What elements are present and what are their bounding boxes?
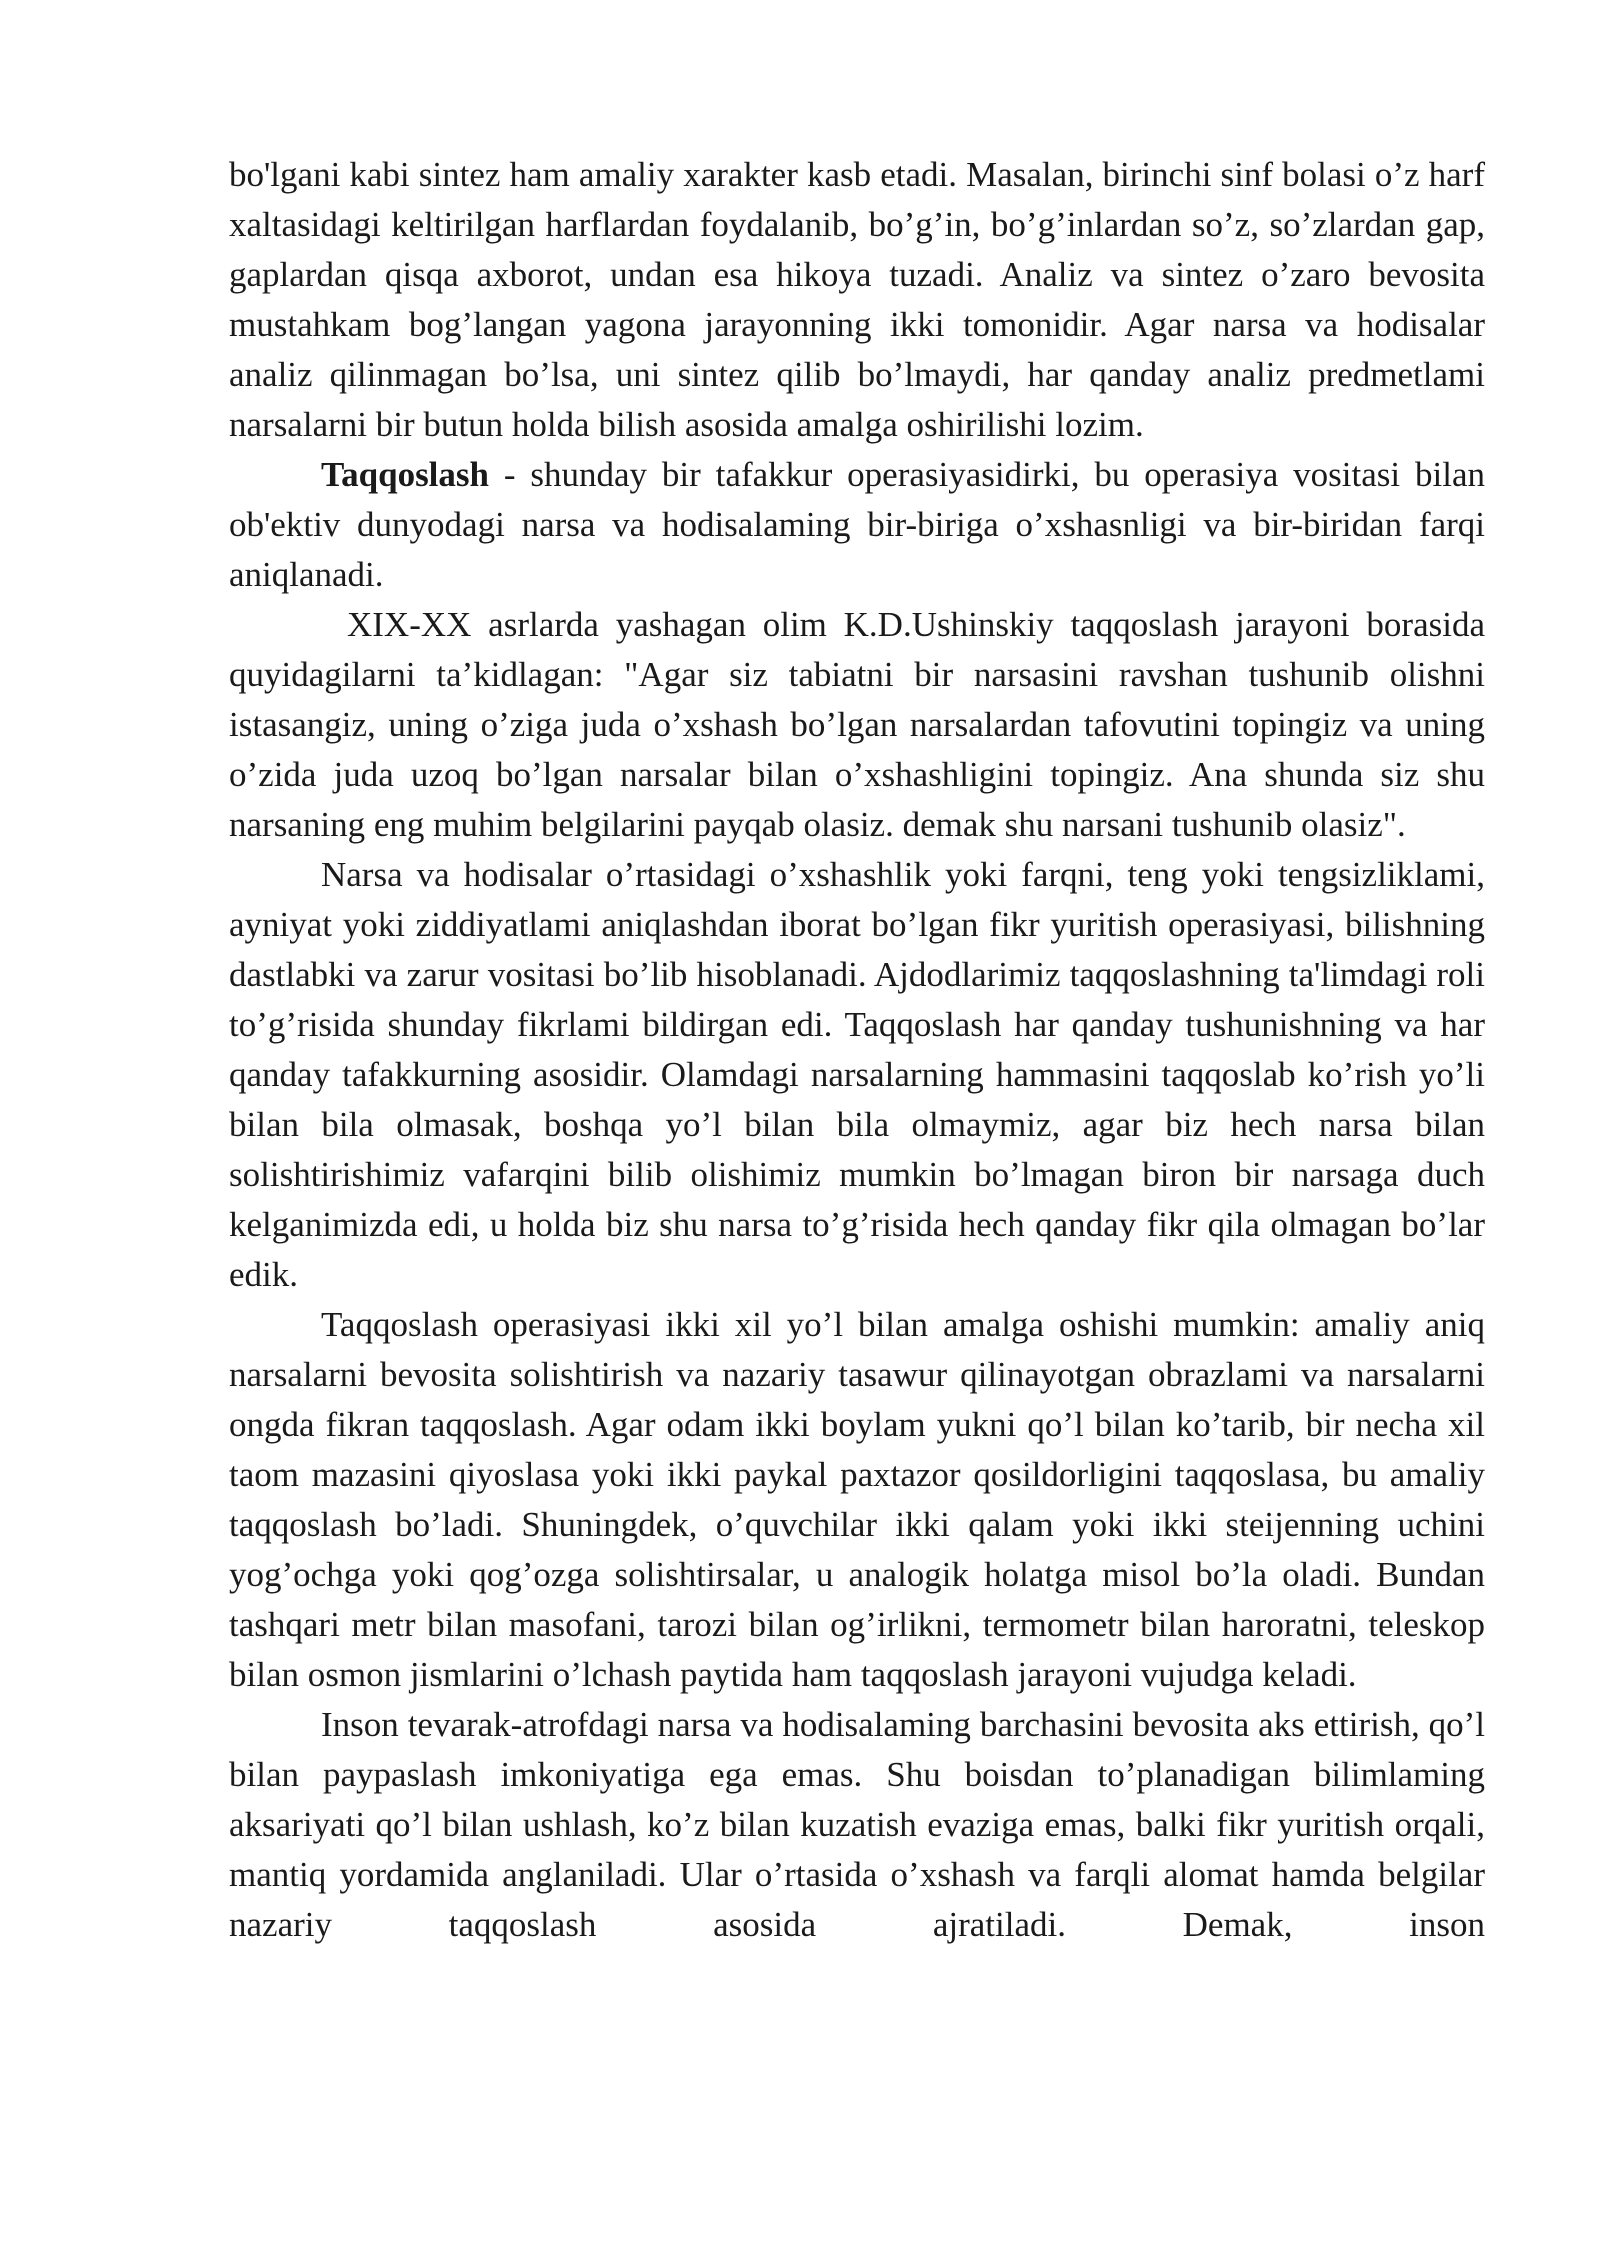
document-page [229,150,1485,1950]
paragraph-similarity-difference [229,850,1485,1300]
paragraph-text: - shunday bir tafakkur operasiyasidirki, bu operasiya vositasi bilan ob'ektiv dunyodagi narsa va hodisalaming bir-biriga o’xshasnligi va bir-biridan farqi aniqlanadi. [229,455,1485,594]
paragraph-text: bo'lgani kabi sintez ham amaliy xarakter kasb etadi. Masalan, birinchi sinf bolasi o’z harf xaltasidagi keltirilgan harflardan foydalanib, bo’g’in, bo’g’inlardan so’z, so’zlardan gap, gaplardan qisqa axborot, undan esa hikoya tuzadi. Analiz va sintez o’zaro bevosita mustahkam bog’langan yagona jarayonning ikki tomonidir. Agar narsa va hodisalar analiz qilinmagan bo’lsa, uni sintez qilib bo’lmaydi, har qanday analiz predmetlami narsalarni bir butun holda bilish asosida amalga oshirilishi lozim. [229,155,1485,444]
paragraph-comparison-ways [229,1300,1485,1700]
paragraph-theoretical-comparison [229,1700,1485,1950]
paragraph-ushinskiy-quote [229,600,1485,850]
paragraph-synthesis [229,150,1485,450]
term-comparison: Taqqoslash [321,455,489,494]
paragraph-comparison-definition [229,450,1485,600]
paragraph-text: Inson tevarak-atrofdagi narsa va hodisalaming barchasini bevosita aks ettirish, qo’l bilan paypaslash imkoniyatiga ega emas. Shu boisdan to’planadigan bilimlaming aksariyati qo’l bilan ushlash, ko’z bilan kuzatish evaziga emas, balki fikr yuritish orqali, mantiq yordamida anglaniladi. Ular o’rtasida o’xshash va farqli alomat hamda belgilar nazariy taqqoslash asosida ajratiladi. Demak, inson [229,1705,1485,1944]
paragraph-text: Narsa va hodisalar o’rtasidagi o’xshashlik yoki farqni, teng yoki tengsizliklami, ayniyat yoki ziddiyatlami aniqlashdan iborat bo’lgan fikr yuritish operasiyasi, bilishning dastlabki va zarur vositasi bo’lib hisoblanadi. Ajdodlarimiz taqqoslashning ta'limdagi roli to’g’risida shunday fikrlami bildirgan edi. Taqqoslash har qanday tushunishning va har qanday tafakkurning asosidir. Olamdagi narsalarning hammasini taqqoslab ko’rish yo’li bilan bila olmasak, boshqa yo’l bilan bila olmaymiz, agar biz hech narsa bilan solishtirishimiz vafarqini bilib olishimiz mumkin bo’lmagan biron bir narsaga duch kelganimizda edi, u holda biz shu narsa to’g’risida hech qanday fikr qila olmagan bo’lar edik. [229,855,1485,1294]
paragraph-text: Taqqoslash operasiyasi ikki xil yo’l bilan amalga oshishi mumkin: amaliy aniq narsalarni bevosita solishtirish va nazariy tasawur qilinayotgan obrazlami va narsalarni ongda fikran taqqoslash. Agar odam ikki boylam yukni qo’l bilan ko’tarib, bir necha xil taom mazasini qiyoslasa yoki ikki paykal paxtazor qosildorligini taqqoslasa, bu amaliy taqqoslash bo’ladi. Shuningdek, o’quvchilar ikki qalam yoki ikki steijenning uchini yog’ochga yoki qog’ozga solishtirsalar, u analogik holatga misol bo’la oladi. Bundan tashqari metr bilan masofani, tarozi bilan og’irlikni, termometr bilan haroratni, teleskop bilan osmon jismlarini o’lchash paytida ham taqqoslash jarayoni vujudga keladi. [229,1305,1485,1694]
paragraph-text: XIX-XX asrlarda yashagan olim K.D.Ushinskiy taqqoslash jarayoni borasida quyidagilarni ta’kidlagan: "Agar siz tabiatni bir narsasini ravshan tushunib olishni istasangiz, uning o’ziga juda o’xshash bo’lgan narsalardan tafovutini topingiz va uning o’zida juda uzoq bo’lgan narsalar bilan o’xshashligini topingiz. Ana shunda siz shu narsaning eng muhim belgilarini payqab olasiz. demak shu narsani tushunib olasiz". [229,605,1485,844]
